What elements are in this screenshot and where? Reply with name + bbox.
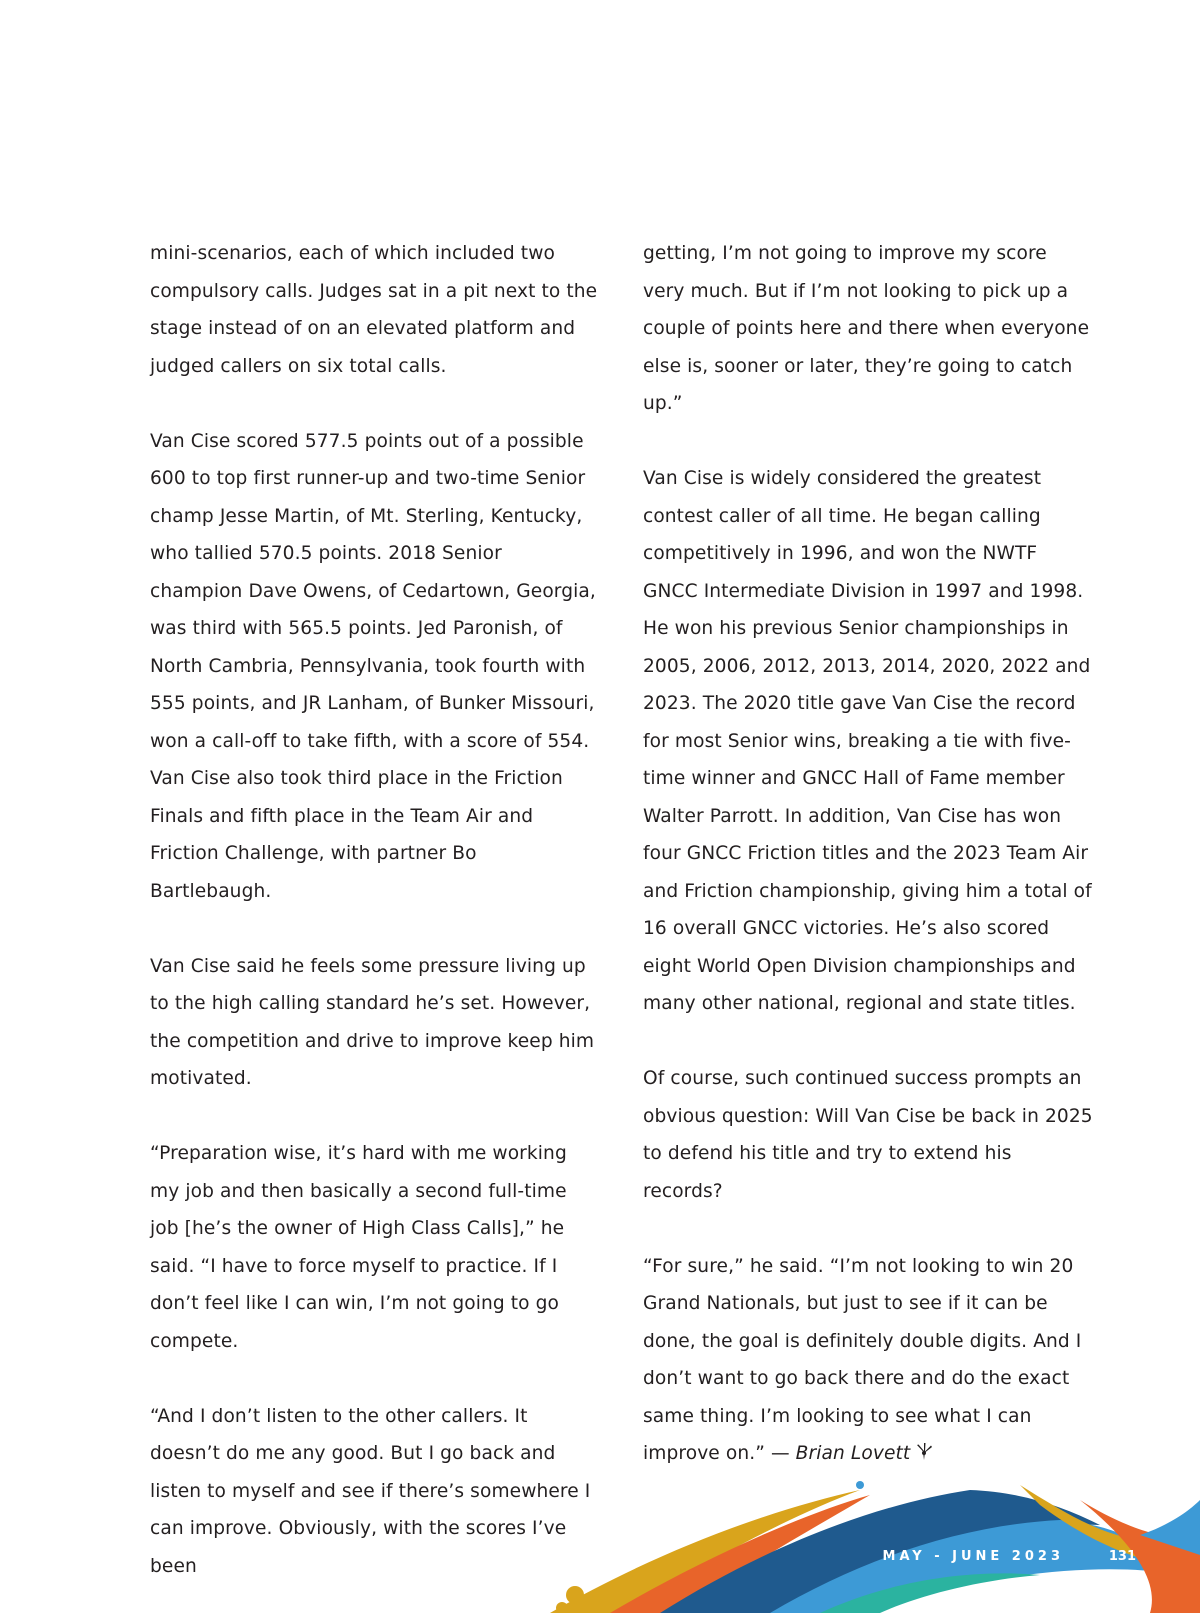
- article-paragraph: Van Cise is widely considered the greatest contest caller of all time. He began calling competitively in 1996, and won the NWTF GNCC Intermediate Division in 1997 and 1998. He won his previous Senior championships in 2005, 2006, 2012, 2013, 2014, 2020, 2022 and 2023. The 2020 title gave Van Cise the record for most Senior wins, breaking a tie with five-time winner and GNCC Hall of Fame member Walter Parrott. In addition, Van Cise has won four GNCC Friction titles and the 2023 Team Air and Friction championship, giving him a total of 16 overall GNCC victories. He’s also scored eight World Open Division championships and many other national, regional and state titles.: [643, 468, 1092, 1014]
- article-paragraph: Van Cise said he feels some pressure living up to the high calling standard he’s set. However, the competition and drive to improve keep him motivated.: [150, 955, 595, 1089]
- issue-date-label: MAY - JUNE 2023: [882, 1549, 1064, 1564]
- article-paragraph: Van Cise scored 577.5 points out of a possible 600 to top first runner-up and two-time Senior champ Jesse Martin, of Mt. Sterling, Kentucky, who tallied 570.5 points. 2018 Senior champion Dave Owens, of Cedartown, Georgia, was third with 565.5 points. Jed Paronish, of North Cambria, Pennsylvania, took fourth with 555 points, and JR Lanham, of Bunker Missouri, won a call-off to take fifth, with a score of 554. Van Cise also took third place in the Friction Finals and fifth place in the Team Air and Friction Challenge, with partner Bo Bartlebaugh.: [150, 430, 596, 902]
- article-paragraph: getting, I’m not going to improve my score very much. But if I’m not looking to pick up a couple of points here and there when everyone else is, sooner or later, they’re going to catch up.”: [643, 243, 1090, 414]
- author-byline: Brian Lovett: [795, 1443, 911, 1464]
- article-column-right: [643, 235, 1093, 1510]
- turkey-track-icon: [914, 1438, 934, 1458]
- article-closing-paragraph: [643, 1248, 1093, 1473]
- footer-paint-swash: [540, 1480, 1200, 1613]
- article-paragraph: “Preparation wise, it’s hard with me working my job and then basically a second full-time job [he’s the owner of High Class Calls],” he said. “I have to force myself to practice. If I don’t feel like I can win, I’m not going to go compete.: [150, 1143, 567, 1352]
- article-column-left: [150, 235, 600, 1623]
- page-number: 131: [1108, 1549, 1136, 1564]
- article-paragraph: “And I don’t listen to the other callers. It doesn’t do me any good. But I go back and listen to myself and see if there’s somewhere I can improve. Obviously, with the scores I’ve been: [150, 1405, 591, 1577]
- article-paragraph: Of course, such continued success prompts an obvious question: Will Van Cise be back in 2025 to defend his title and try to extend his records?: [643, 1068, 1093, 1202]
- article-paragraph: mini-scenarios, each of which included two compulsory calls. Judges sat in a pit next to the stage instead of on an elevated platform and judged callers on six total calls.: [150, 243, 598, 377]
- closing-text: “For sure,” he said. “I’m not looking to win 20 Grand Nationals, but just to see if it can be done, the goal is definitely double digits. And I don’t want to go back there and do the exact same thing. I’m looking to see what I can improve on.” —: [643, 1255, 1082, 1464]
